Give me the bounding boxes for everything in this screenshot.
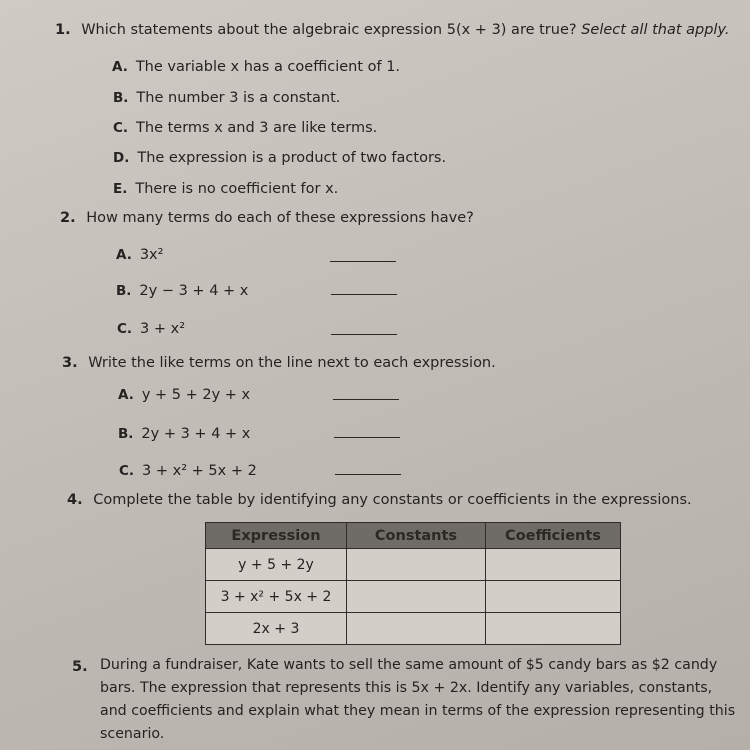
table-row: [206, 613, 621, 645]
q1-option-c: [113, 120, 377, 136]
question-5-line-3: and coefficients and explain what they mean in terms of the expression representing this: [100, 703, 736, 719]
question-4-text: Complete the table by identifying any constants or coefficients in the expressions.: [93, 492, 692, 508]
expression-cell: y + 5 + 2y: [206, 549, 347, 581]
question-2-text: How many terms do each of these expressions have?: [86, 210, 474, 226]
question-5-number: 5.: [72, 659, 88, 675]
q1-option-d: [113, 150, 446, 166]
question-2-number: 2.: [60, 210, 76, 226]
option-text: The number 3 is a constant.: [136, 90, 341, 106]
header-expression: Expression: [206, 523, 347, 549]
option-text: y + 5 + 2y + x: [141, 387, 251, 403]
question-5-number-wrap: [72, 659, 94, 675]
question-4-number: 4.: [67, 492, 83, 508]
option-text: The expression is a product of two factors.: [137, 150, 447, 166]
expression-cell: 2x + 3: [206, 613, 347, 645]
coefficients-cell[interactable]: [486, 549, 621, 581]
option-letter: B.: [116, 283, 132, 299]
q3-answer-line-c[interactable]: [335, 474, 401, 475]
option-letter: C.: [117, 321, 133, 337]
q2-answer-line-c[interactable]: [331, 334, 397, 335]
q3-option-b: [118, 426, 250, 442]
option-letter: C.: [119, 463, 135, 479]
question-5-line-2: bars. The expression that represents this is 5x + 2x. Identify any variables, constants,: [100, 680, 713, 696]
table-header-row: [206, 523, 621, 549]
option-text: 3 + x²: [140, 321, 186, 337]
coefficients-cell[interactable]: [486, 581, 621, 613]
constants-coefficients-table: [205, 522, 621, 645]
option-letter: B.: [118, 426, 134, 442]
option-text: 2y − 3 + 4 + x: [139, 283, 249, 299]
q1-option-a: [112, 59, 400, 75]
question-5-line-4: scenario.: [100, 726, 165, 742]
question-4: [67, 492, 692, 508]
option-text: 3 + x² + 5x + 2: [142, 463, 257, 479]
table-row: [206, 581, 621, 613]
q2-option-b: [116, 283, 248, 299]
option-text: 3x²: [139, 247, 164, 263]
question-2: [60, 210, 474, 226]
question-1: [55, 22, 730, 38]
option-letter: D.: [113, 150, 130, 166]
option-text: There is no coefficient for x.: [135, 181, 339, 197]
option-text: 2y + 3 + 4 + x: [141, 426, 251, 442]
option-text: The terms x and 3 are like terms.: [136, 120, 378, 136]
question-1-instruction: Select all that apply.: [581, 22, 730, 38]
option-letter: A.: [116, 247, 132, 263]
option-letter: A.: [112, 59, 128, 75]
q3-option-c: [119, 463, 257, 479]
q1-option-e: [113, 181, 338, 197]
question-3-text: Write the like terms on the line next to each expression.: [88, 355, 496, 371]
q2-answer-line-b[interactable]: [331, 294, 397, 295]
coefficients-cell[interactable]: [486, 613, 621, 645]
constants-cell[interactable]: [347, 613, 486, 645]
q2-option-c: [117, 321, 185, 337]
option-letter: A.: [118, 387, 134, 403]
option-letter: C.: [113, 120, 129, 136]
q3-answer-line-b[interactable]: [334, 437, 400, 438]
option-letter: E.: [113, 181, 128, 197]
question-1-text: Which statements about the algebraic expression 5(x + 3) are true?: [81, 22, 577, 38]
option-text: The variable x has a coefficient of 1.: [135, 59, 401, 75]
table-row: [206, 549, 621, 581]
question-3: [62, 355, 496, 371]
question-5-line-1: During a fundraiser, Kate wants to sell the same amount of $5 candy bars as $2 candy: [100, 657, 718, 673]
expression-cell: 3 + x² + 5x + 2: [206, 581, 347, 613]
header-coefficients: Coefficients: [486, 523, 621, 549]
q2-option-a: [116, 247, 163, 263]
q1-option-b: [113, 90, 340, 106]
option-letter: B.: [113, 90, 129, 106]
question-3-number: 3.: [62, 355, 78, 371]
q3-option-a: [118, 387, 250, 403]
header-constants: Constants: [347, 523, 486, 549]
constants-cell[interactable]: [347, 581, 486, 613]
constants-cell[interactable]: [347, 549, 486, 581]
q2-answer-line-a[interactable]: [330, 261, 396, 262]
question-1-number: 1.: [55, 22, 71, 38]
q3-answer-line-a[interactable]: [333, 399, 399, 400]
